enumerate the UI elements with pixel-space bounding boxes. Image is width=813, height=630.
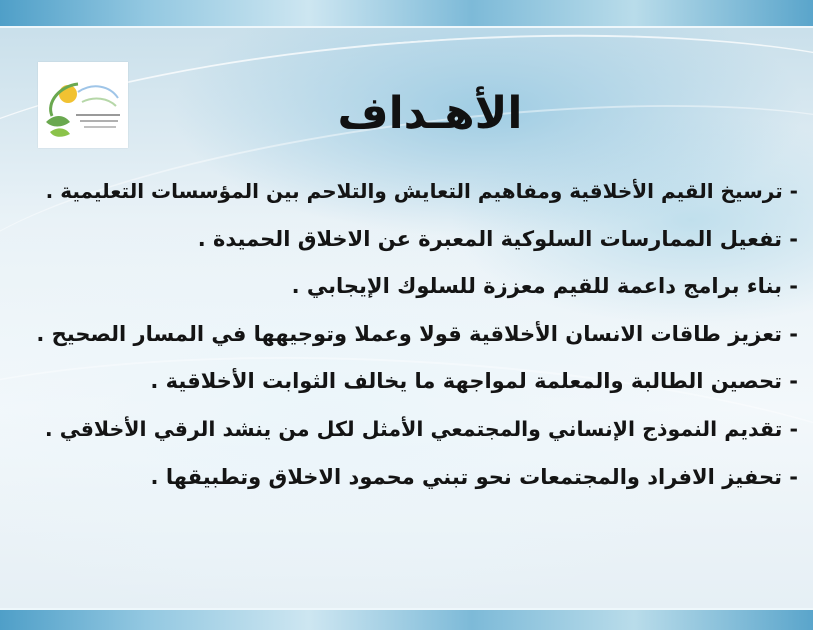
list-item: - تحصين الطالبة والمعلمة لمواجهة ما يخالف الثوابت الأخلاقية . — [150, 369, 798, 394]
list-item: - بناء برامج داعمة للقيم معززة للسلوك الإيجابي . — [291, 274, 798, 299]
top-decorative-band — [0, 0, 813, 28]
page-title: الأهـداف — [337, 88, 523, 139]
list-item: - تحفيز الافراد والمجتمعات نحو تبني محمود الاخلاق وتطبيقها . — [150, 464, 798, 489]
bottom-decorative-band — [0, 608, 813, 630]
list-item: - تفعيل الممارسات السلوكية المعبرة عن الاخلاق الحميدة . — [197, 226, 798, 251]
ministry-logo-icon — [38, 62, 128, 148]
goals-list — [30, 168, 798, 501]
list-item: - تعزيز طاقات الانسان الأخلاقية قولا وعملا وتوجيهها في المسار الصحيح . — [36, 321, 798, 346]
list-item: - ترسيخ القيم الأخلاقية ومفاهيم التعايش والتلاحم بين المؤسسات التعليمية . — [45, 179, 798, 203]
list-item: - تقديم النموذج الإنساني والمجتمعي الأمثل لكل من ينشد الرقي الأخلاقي . — [44, 416, 798, 441]
